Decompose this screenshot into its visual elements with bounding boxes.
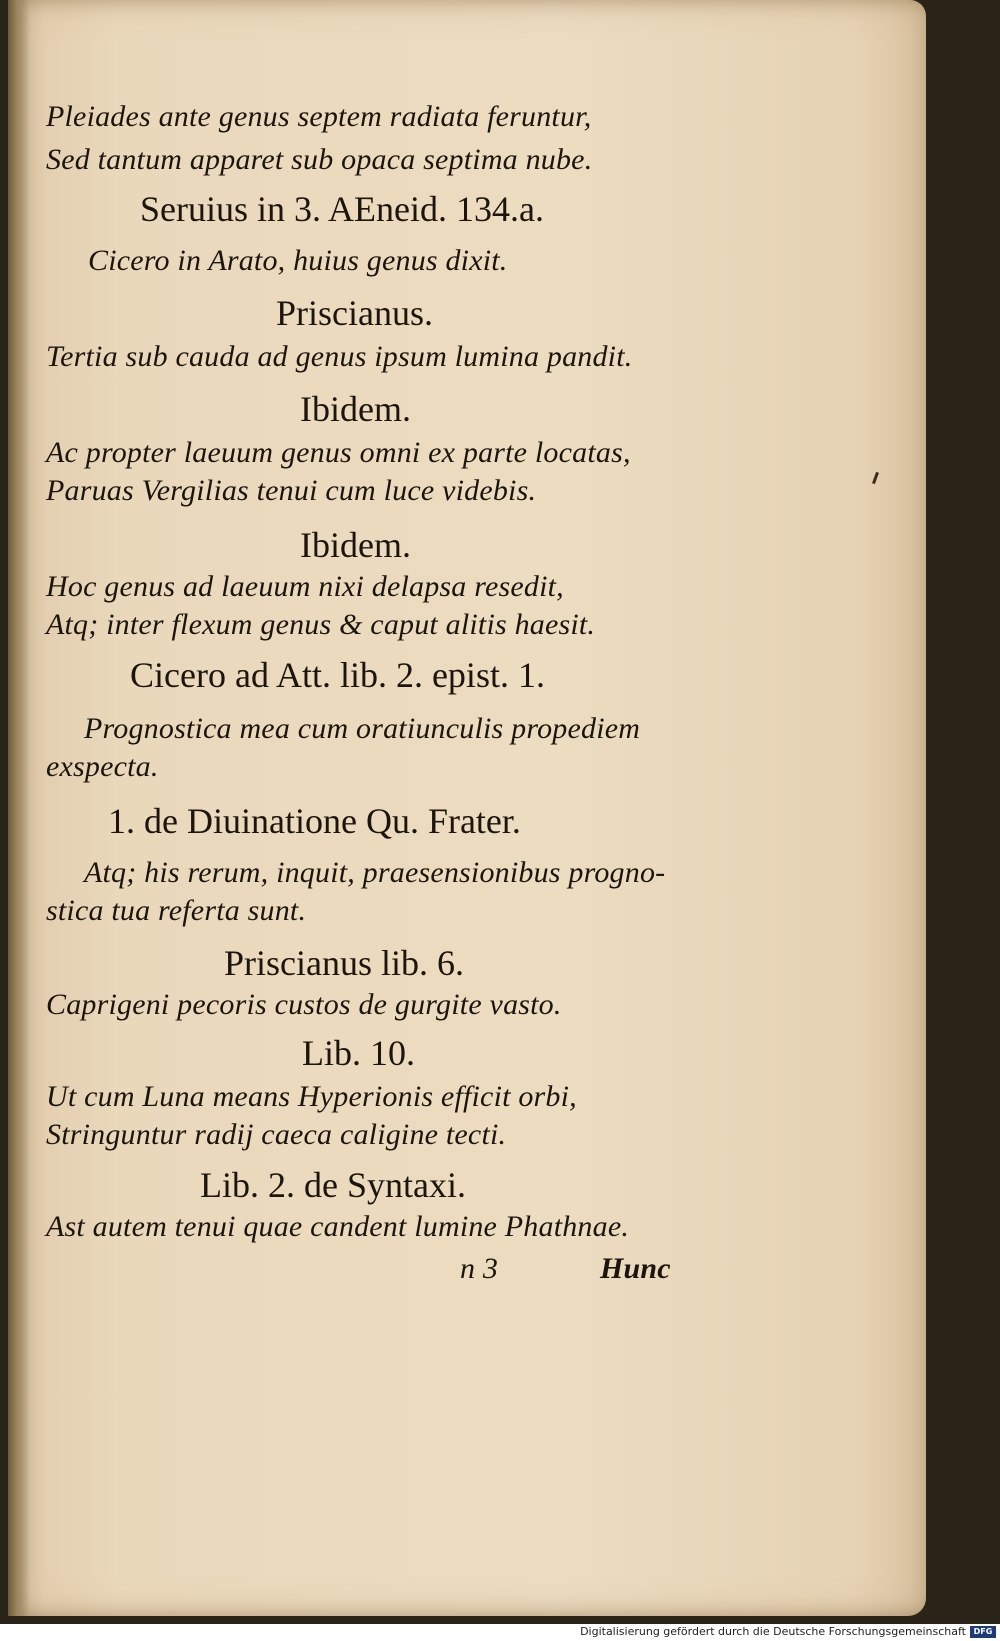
page-gutter: [8, 0, 30, 1616]
verse-line: Atq; inter flexum genus & caput alitis haesit.: [46, 608, 596, 641]
verse-line: Sed tantum apparet sub opaca septima nube.: [46, 143, 593, 176]
verse-line: Atq; his rerum, inquit, praesensionibus progno-: [84, 856, 666, 889]
verse-line: stica tua referta sunt.: [46, 894, 307, 927]
signature-mark: n 3: [460, 1252, 499, 1285]
citation-heading: 1. de Diuinatione Qu. Frater.: [108, 801, 521, 841]
citation-heading: Priscianus.: [276, 293, 433, 333]
verse-line: Tertia sub cauda ad genus ipsum lumina pandit.: [46, 340, 633, 373]
verse-line: Ut cum Luna means Hyperionis efficit orbi,: [46, 1080, 577, 1113]
verse-line: Stringuntur radij caeca caligine tecti.: [46, 1118, 507, 1151]
book-page: [8, 0, 926, 1616]
verse-line: Prognostica mea cum oratiunculis propediem: [84, 712, 641, 745]
catchword: Hunc: [600, 1252, 671, 1285]
verse-line: Ast autem tenui quae candent lumine Phathnae.: [46, 1210, 630, 1243]
citation-heading: Ibidem.: [300, 389, 411, 429]
verse-line: Caprigeni pecoris custos de gurgite vasto.: [46, 988, 562, 1021]
verse-line: exspecta.: [46, 750, 159, 783]
citation-heading: Cicero ad Att. lib. 2. epist. 1.: [130, 655, 545, 695]
citation-heading: Lib. 10.: [302, 1033, 415, 1073]
citation-heading: Priscianus lib. 6.: [224, 943, 464, 983]
citation-heading: Ibidem.: [300, 525, 411, 565]
citation-heading: Lib. 2. de Syntaxi.: [200, 1165, 466, 1205]
credit-text: Digitalisierung gefördert durch die Deutsche Forschungsgemeinschaft: [580, 1625, 966, 1638]
verse-line: Ac propter laeuum genus omni ex parte locatas,: [46, 436, 631, 469]
verse-line: Cicero in Arato, huius genus dixit.: [88, 244, 508, 277]
verse-line: Paruas Vergilias tenui cum luce videbis.: [46, 474, 537, 507]
verse-line: Hoc genus ad laeuum nixi delapsa resedit,: [46, 570, 564, 603]
verse-line: Pleiades ante genus septem radiata feruntur,: [46, 100, 592, 133]
dfg-logo: DFG: [970, 1626, 996, 1638]
ink-fleck: [872, 472, 879, 484]
citation-heading: Seruius in 3. AEneid. 134.a.: [140, 189, 544, 229]
